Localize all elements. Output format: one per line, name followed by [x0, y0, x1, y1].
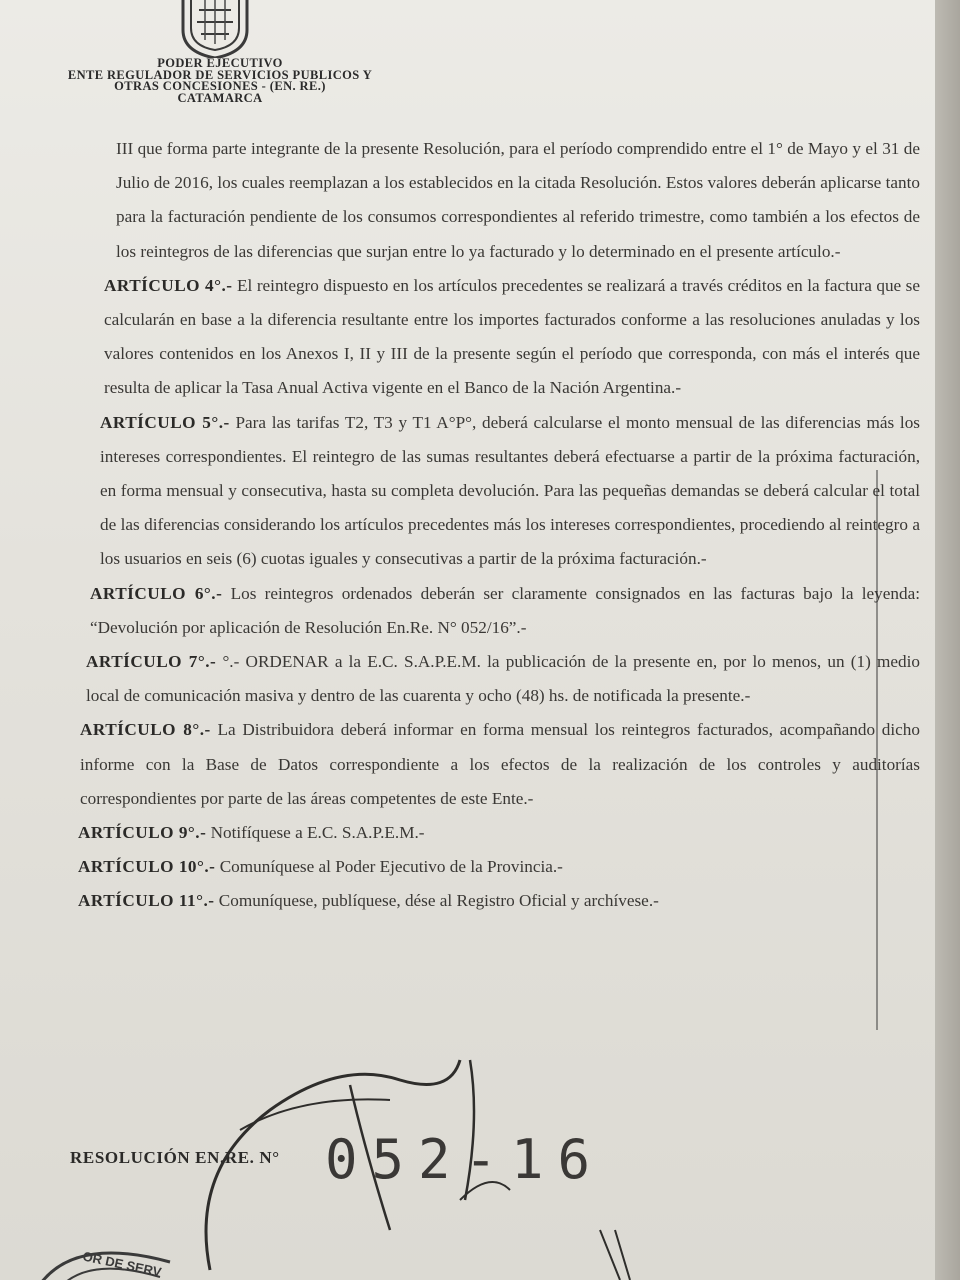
letterhead-line: OTRAS CONCESIONES - (EN. RE.) — [114, 79, 326, 93]
article-text: Comuníquese, publíquese, dése al Registro Oficial y archívese.- — [214, 891, 659, 911]
margin-rule-line — [876, 470, 878, 1030]
official-seal-stamp — [20, 1222, 180, 1280]
article-text: Para las tarifas T2, T3 y T1 A°P°, deberá calcularse el monto mensual de las diferencias más los intereses correspondientes. El reintegro de las sumas resultantes deberá efectuarse a partir de la próxima facturación, en forma mensual y consecutiva, hasta su completa devolución. Para las pequeñas demandas se deberá calcular el total de las diferencias considerando los artículos precedentes más los intereses correspondientes, procediendo al reintegro a los usuarios en seis (6) cuotas iguales y consecutivas a partir de la próxima facturación.- — [100, 412, 920, 569]
seal-text: OR DE SERV — [81, 1248, 163, 1280]
article-9 — [78, 816, 920, 850]
article-text: Los reintegros ordenados deberán ser claramente consignados en las facturas bajo la leyenda: “Devolución por aplicación de Resolución En.Re. N° 052/16”.- — [90, 583, 920, 637]
article-text: Notifíquese a E.C. S.A.P.E.M.- — [206, 823, 425, 843]
article-label: ARTÍCULO 8°.- — [80, 720, 211, 740]
page-shadow-edge — [935, 0, 960, 1280]
article-4 — [78, 269, 920, 406]
article-text: °.- ORDENAR a la E.C. S.A.P.E.M. la publicación de la presente en, por lo menos, un (1) medio local de comunicación masiva y dentro de las cuarenta y ocho (48) hs. de notificada la presente.- — [86, 652, 920, 706]
article-7 — [78, 645, 920, 713]
letterhead-line: PODER EJECUTIVO — [157, 56, 283, 70]
article-10 — [78, 850, 920, 884]
resolution-body — [78, 132, 920, 918]
article-label: ARTÍCULO 10°.- — [78, 857, 216, 877]
article-text: El reintegro dispuesto en los artículos precedentes se realizará a través créditos en la factura que se calcularán en base a la diferencia resultante entre los importes facturados conforme a las resoluciones anuladas y los valores contenidos en los Anexos I, II y III de la presente según el período que corresponda, con más el interés que resulta de aplicar la Tasa Anual Activa vigente en el Banco de la Nación Argentina.- — [104, 275, 920, 398]
article-6 — [78, 577, 920, 645]
handwritten-signature — [150, 1000, 850, 1280]
resolution-label: RESOLUCIÓN EN.RE. N° — [70, 1148, 280, 1167]
letterhead-line: ENTE REGULADOR DE SERVICIOS PUBLICOS Y — [67, 67, 373, 82]
article-text: Comuníquese al Poder Ejecutivo de la Provincia.- — [215, 857, 563, 877]
article-11 — [78, 884, 920, 918]
letterhead — [20, 58, 420, 104]
letterhead-line: CATAMARCA — [177, 90, 263, 105]
coat-of-arms-emblem — [175, 0, 255, 58]
resolution-number: 052-16 — [325, 1128, 605, 1191]
article-8 — [78, 713, 920, 816]
article-label: ARTÍCULO 6°.- — [90, 583, 223, 603]
article-label: ARTÍCULO 7°.- — [86, 652, 217, 672]
article-label: ARTÍCULO 5°.- — [100, 412, 230, 432]
article-label: ARTÍCULO 11°.- — [78, 891, 215, 911]
article-label: ARTÍCULO 4°.- — [104, 275, 233, 295]
continuation-paragraph: III que forma parte integrante de la presente Resolución, para el período comprendido entre el 1° de Mayo y el 31 de Julio de 2016, los cuales reemplazan a los establecidos en la citada Resolución. Estos valores deberán aplicarse tanto para la facturación pendiente de los consumos correspondientes al referido trimestre, como también a los efectos de los reintegros de las diferencias que surjan entre lo ya facturado y lo determinado en el presente artículo.- — [116, 139, 920, 261]
article-5 — [78, 406, 920, 577]
article-label: ARTÍCULO 9°.- — [78, 823, 207, 843]
article-text: La Distribuidora deberá informar en forma mensual los reintegros facturados, acompañando dicho informe con la Base de Datos correspondiente a los efectos de la realización de los controles y auditorías correspondientes por parte de las áreas competentes de este Ente.- — [80, 720, 920, 808]
